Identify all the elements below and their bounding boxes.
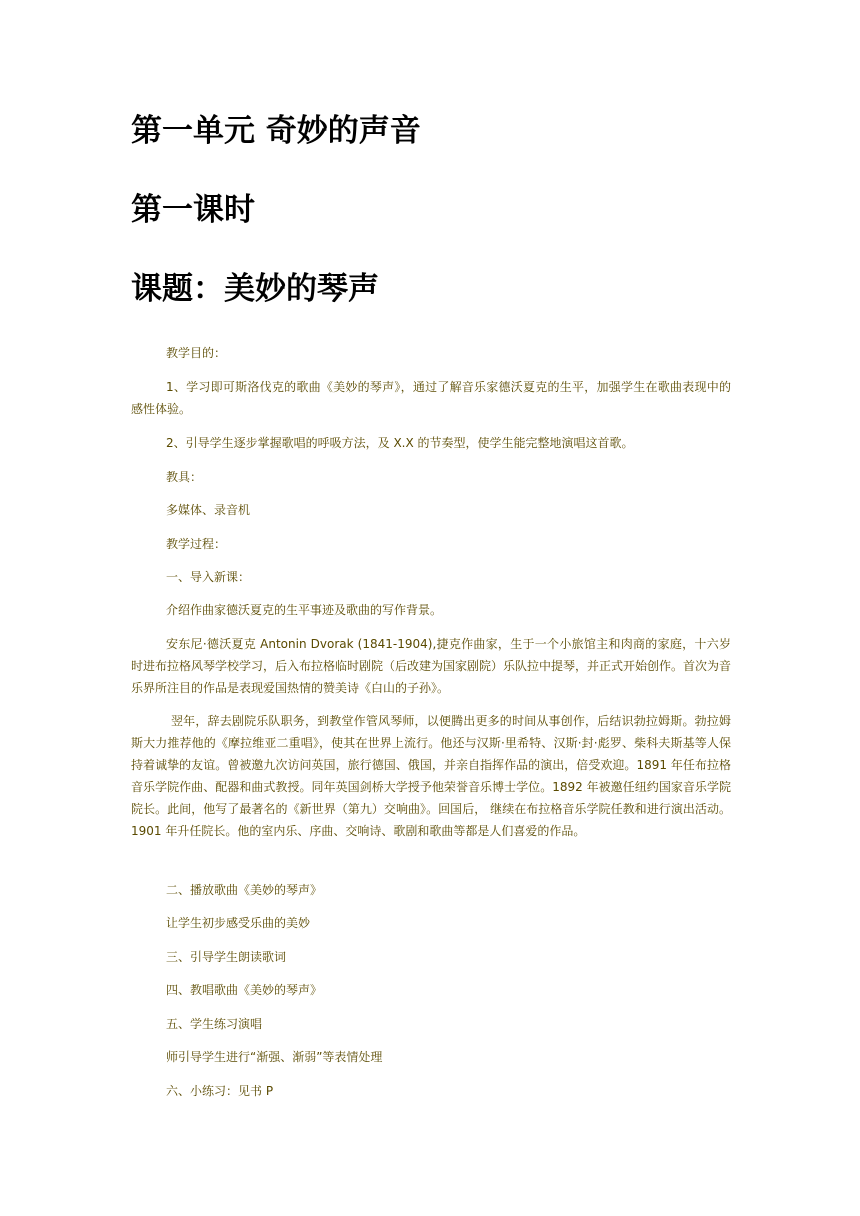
step-2: 二、播放歌曲《美妙的琴声》 xyxy=(166,883,323,897)
tools-list: 多媒体、录音机 xyxy=(166,503,251,517)
step-2-detail: 让学生初步感受乐曲的美妙 xyxy=(166,916,311,930)
step-3: 三、引导学生朗读歌词 xyxy=(166,950,287,964)
bio-paragraph-2: 翌年，辞去剧院乐队职务，到教堂作管风琴师，以便腾出更多的时间从事创作，后结识勃拉姆斯。勃拉姆斯大力推荐他的《摩拉维亚二重唱》，使其在世界上流行。他还与汉斯·里希特、汉斯·封·彪罗、柴科夫斯基等人保持着诚挚的友谊。曾被邀九次访问英国，旅行德国、俄国，并亲自指挥作品的演出，倍受欢迎。1891 年任布拉格音乐学院作曲、配器和曲式教授。同年英国剑桥大学授予他荣誉音乐博士学位。1892 年被邀任纽约国家音乐学院院长。此间，他写了最著名的《新世界（第九）交响曲》。回国后， 继续在布拉格音乐学院任教和进行演出活动。1901 年升任院长。他的室内乐、序曲、交响诗、歌剧和歌曲等都是人们喜爱的作品。 xyxy=(131,714,731,838)
step-1: 一、导入新课： xyxy=(166,570,251,584)
step-4: 四、教唱歌曲《美妙的琴声》 xyxy=(166,983,323,997)
topic-title: 课题：美妙的琴声 xyxy=(131,271,379,307)
step-1-detail: 介绍作曲家德沃夏克的生平事迹及歌曲的写作背景。 xyxy=(166,603,443,617)
step-5-detail: 师引导学生进行“渐强、渐弱”等表情处理 xyxy=(166,1050,383,1064)
objective-2: 2、引导学生逐步掌握歌唱的呼吸方法，及 X.X 的节奏型，使学生能完整地演唱这首歌。 xyxy=(166,436,634,450)
step-6: 六、小练习：见书 P xyxy=(166,1084,274,1098)
process-label: 教学过程： xyxy=(166,537,227,551)
tools-label: 教具： xyxy=(166,470,203,484)
step-5: 五、学生练习演唱 xyxy=(166,1017,263,1031)
objective-1: 1、学习即可斯洛伐克的歌曲《美妙的琴声》，通过了解音乐家德沃夏克的生平，加强学生在歌曲表现中的感性体验。 xyxy=(131,380,731,416)
lesson-title: 第一课时 xyxy=(131,192,255,228)
unit-title: 第一单元 奇妙的声音 xyxy=(131,113,421,149)
bio-paragraph-1: 安东尼·德沃夏克 Antonin Dvorak (1841-1904),捷克作曲家，生于一个小旅馆主和肉商的家庭，十六岁时进布拉格风琴学校学习，后入布拉格临时剧院（后改建为国家剧院）乐队拉中提琴，并正式开始创作。首次为音乐界所注目的作品是表现爱国热情的赞美诗《白山的子孙》。 xyxy=(131,637,732,695)
objectives-label: 教学目的： xyxy=(166,346,227,360)
